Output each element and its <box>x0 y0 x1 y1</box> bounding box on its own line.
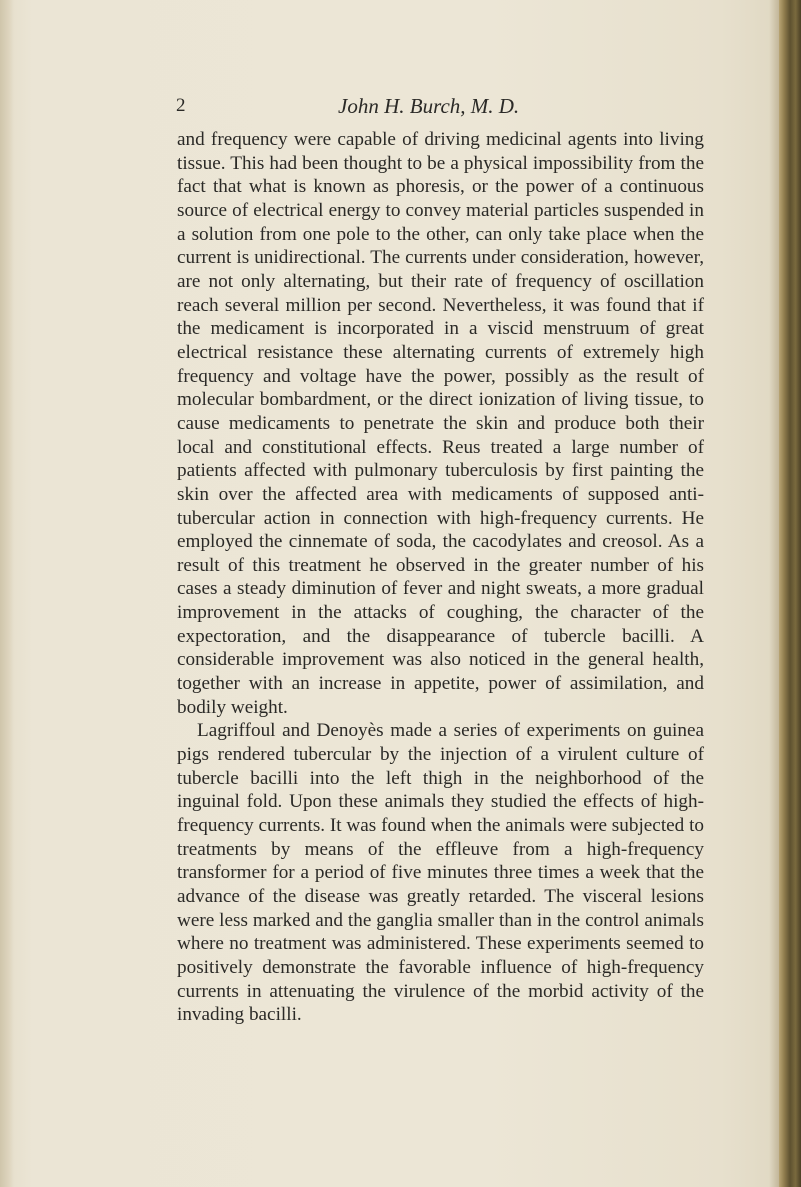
page-header <box>0 95 801 121</box>
body-text <box>177 128 704 1027</box>
page-number: 2 <box>176 95 186 116</box>
running-head: John H. Burch, M. D. <box>338 94 520 118</box>
page-left-edge <box>0 0 14 1187</box>
paragraph: Lagriffoul and Denoyès made a series of experiments on guinea pigs rendered tubercular by the injection of a virulent culture of tubercle bacilli into the left thigh in the neighborhood of the inguinal fold. Upon these animals they studied the effects of high-frequency currents. It was found when the animals were subjected to treatments by means of the effleuve from a high-frequency transformer for a period of five minutes three times a week that the advance of the disease was greatly retarded. The visceral lesions were less marked and the ganglia smaller than in the control animals where no treatment was administered. These experiments seemed to positively demonstrate the favorable influence of high-frequency currents in attenuating the virulence of the morbid activity of the invading bacilli. <box>177 720 704 1026</box>
paragraph: and frequency were capable of driving medicinal agents into living tissue. This had been thought to be a physical impossibility from the fact that what is known as phoresis, or the power of a continuous source of electrical energy to convey material particles suspended in a solution from one pole to the other, can only take place when the current is unidirectional. The currents under consideration, however, are not only alternating, but their rate of frequency of oscillation reach several million per second. Nevertheless, it was found that if the medicament is incorporated in a viscid menstruum of great electrical resistance these alternating currents of extremely high frequency and voltage have the power, possibly as the result of molecular bombardment, or the direct ionization of living tissue, to cause medicaments to penetrate the skin and produce both their local and constitutional effects. Reus treated a large number of patients affected with pulmonary tuberculosis by first painting the skin over the affected area with medicaments of supposed anti-tubercular action in connection with high-frequency currents. He employed the cinnemate of soda, the cacodylates and creosol. As a result of this treatment he observed in the greater number of his cases a steady diminution of fever and night sweats, a more gradual improvement in the attacks of coughing, the character of the expectoration, and the disappearance of tubercle bacilli. A considerable improvement was also noticed in the general health, together with an increase in appetite, power of assimilation, and bodily weight. <box>177 129 704 718</box>
gutter-shadow <box>769 0 779 1187</box>
book-spine <box>779 0 801 1187</box>
